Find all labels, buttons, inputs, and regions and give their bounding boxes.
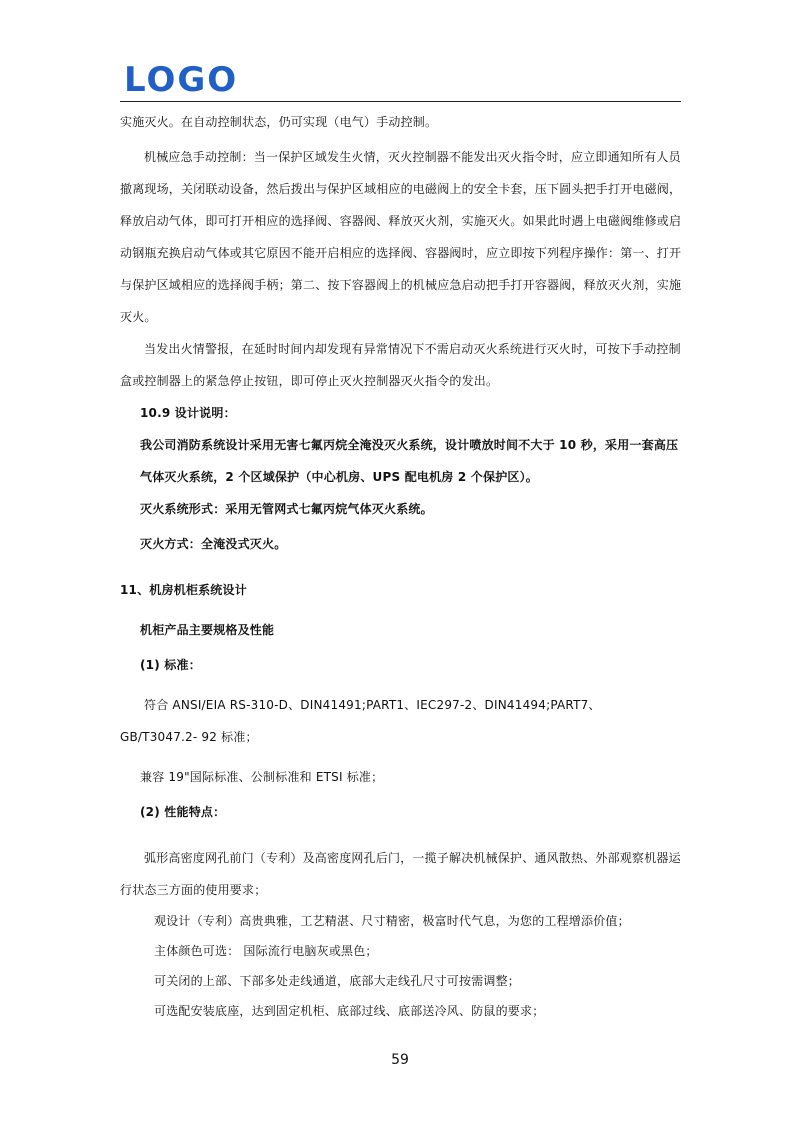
section-heading: 10.9 设计说明：: [140, 406, 236, 420]
paragraph: 可关闭的上部、下部多处走线通道，底部大走线孔尺寸可按需调整；: [154, 974, 521, 988]
header-divider: [120, 101, 681, 102]
paragraph: 观设计（专利）高贵典雅，工艺精湛、尺寸精密，极富时代气息，为您的工程增添价值；: [154, 914, 630, 928]
paragraph: 当发出火情警报，在延时时间内却发现有异常情况下不需启动灭火系统进行灭火时，可按下手动控制盒或控制器上的紧急停止按钮，即可停止灭火控制器灭火指令的发出。: [120, 342, 681, 388]
subsection-heading: 机柜产品主要规格及性能: [140, 623, 275, 637]
paragraph: 符合 ANSI/EIA RS-310-D、DIN41491;PART1、IEC297-2、DIN41494;PART7、 GB/T3047.2- 92 标准；: [120, 698, 601, 744]
logo: LOGO: [124, 60, 239, 100]
document-body: [120, 106, 682, 1026]
paragraph-bold-text: 我公司消防系统设计采用无害七氟丙烷全淹没灭火系统，设计喷放时间不大于 10 秒，采用一套高压气体灭火系统，2 个区域保护（中心机房、UPS 配电机房 2 个保护区）。: [140, 438, 679, 484]
section-heading: 11、机房机柜系统设计: [120, 583, 247, 597]
paragraph: 实施灭火。在自动控制状态，仍可实现（电气）手动控制。: [120, 115, 438, 129]
page-number: 59: [391, 1052, 409, 1068]
paragraph: 主体颜色可选： 国际流行电脑灰或黑色；: [154, 944, 378, 958]
subsection-heading: (2) 性能特点：: [140, 805, 226, 819]
paragraph: 弧形高密度网孔前门（专利）及高密度网孔后门，一揽子解决机械保护、通风散热、外部观察机器运行状态三方面的使用要求；: [120, 851, 681, 897]
paragraph-bold: 灭火系统形式：采用无管网式七氟丙烷气体灭火系统。: [140, 502, 433, 516]
paragraph-bold: 灭火方式：全淹没式灭火。: [140, 537, 287, 551]
paragraph: 兼容 19"国际标准、公制标准和 ETSI 标准；: [140, 770, 384, 784]
paragraph: 可选配安装底座，达到固定机柜、底部过线、底部送冷风、防鼠的要求；: [154, 1004, 545, 1018]
subsection-heading: (1) 标准：: [140, 658, 201, 672]
paragraph: 机械应急手动控制：当一保护区域发生火情，灭火控制器不能发出灭火指令时，应立即通知所有人员撤离现场，关闭联动设备，然后拨出与保护区域相应的电磁阀上的安全卡套，压下圆头把手打开电磁阀，释放启动气体，即可打开相应的选择阀、容器阀、释放灭火剂，实施灭火。如果此时遇上电磁阀维修或启动钢瓶充换启动气体或其它原因不能开启相应的选择阀、容器阀时，应立即按下列程序操作：第一、打开与保护区域相应的选择阀手柄；第二、按下容器阀上的机械应急启动把手打开容器阀，释放灭火剂，实施灭火。: [120, 150, 682, 324]
paragraph-bold: [120, 429, 682, 493]
